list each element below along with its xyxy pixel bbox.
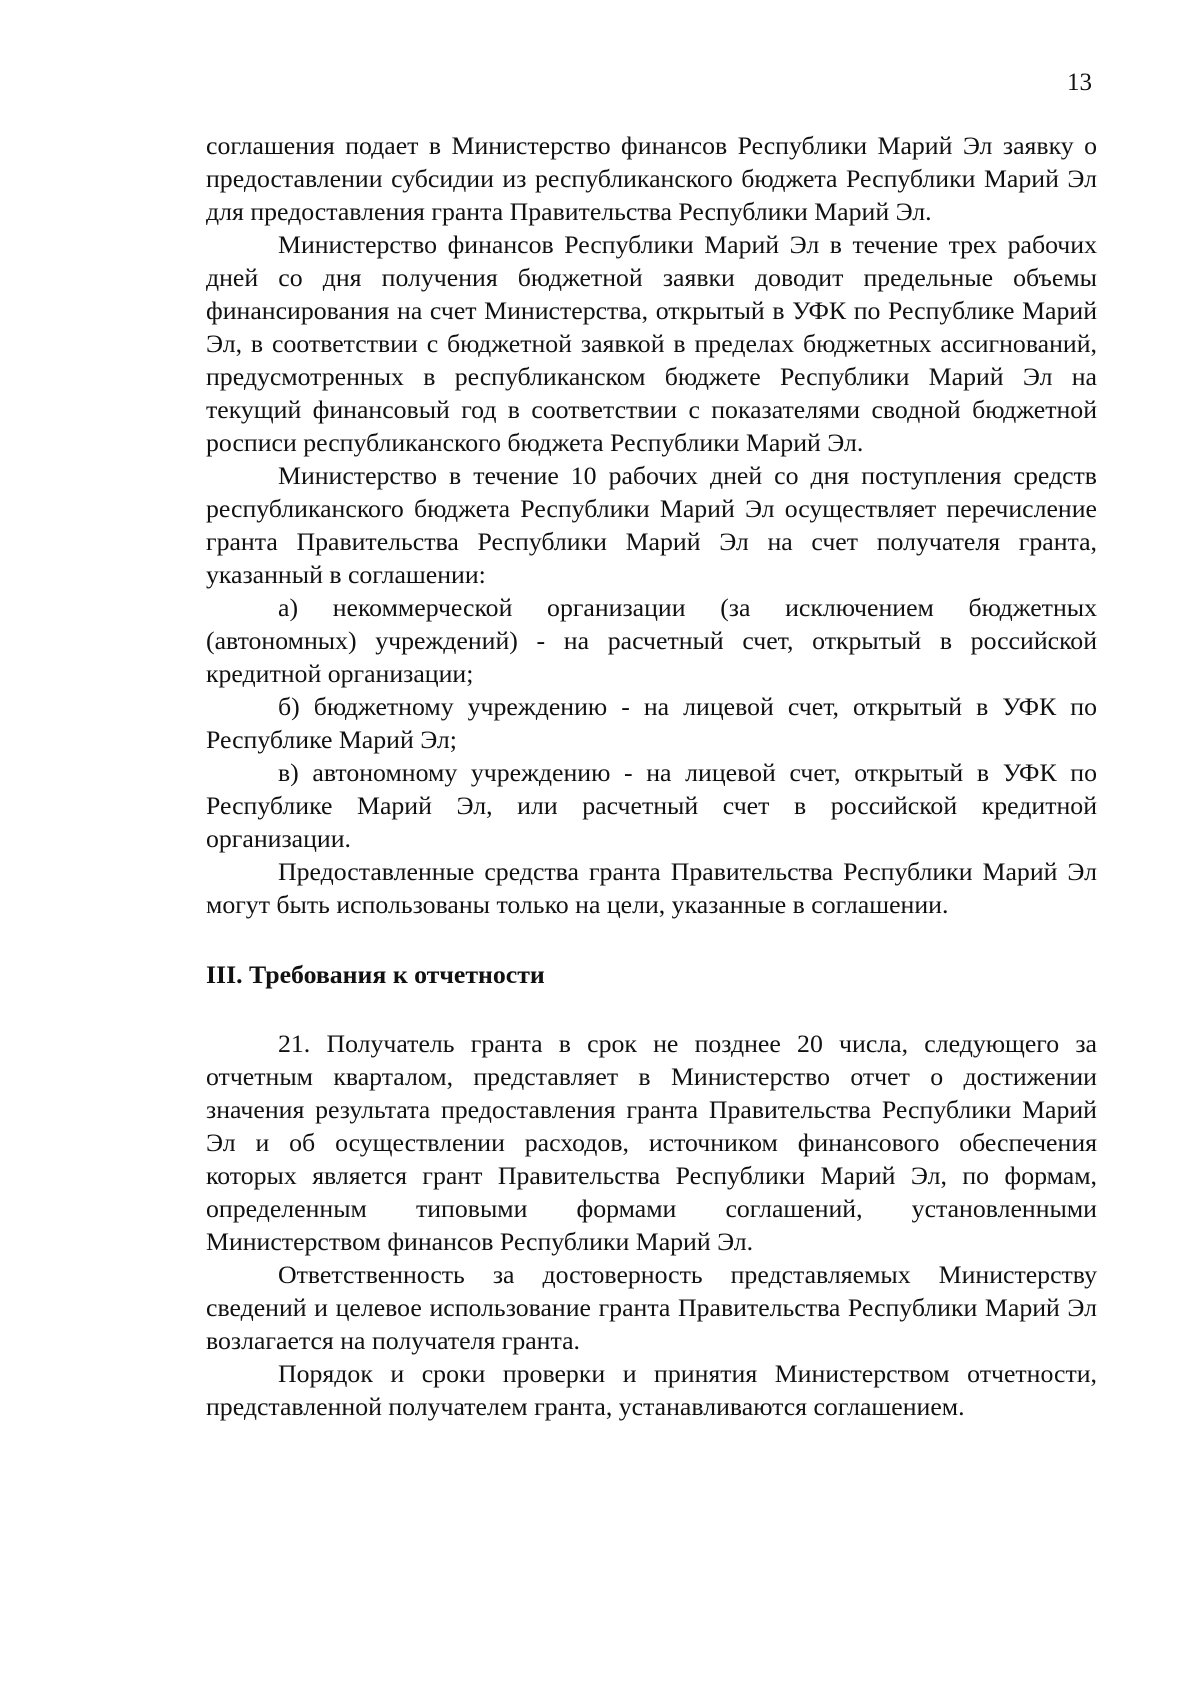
- paragraph-reporting-procedure: Порядок и сроки проверки и принятия Министерством отчетности, представленной получателем гранта, устанавливаются соглашением.: [206, 1359, 1097, 1421]
- paragraph-continuation: соглашения подает в Министерство финансов Республики Марий Эл заявку о предоставлении субсидии из республиканского бюджета Республики Марий Эл для предоставления гранта Правительства Республики Марий Эл.: [206, 131, 1097, 226]
- section-heading: III. Требования к отчетности: [206, 960, 545, 989]
- list-item-autonomous-institution: в) автономному учреждению - на лицевой счет, открытый в УФК по Республике Марий Эл, или расчетный счет в российской кредитной организации.: [206, 758, 1097, 853]
- paragraph-responsibility: Ответственность за достоверность представляемых Министерству сведений и целевое использование гранта Правительства Республики Марий Эл возлагается на получателя гранта.: [206, 1260, 1097, 1355]
- paragraph-budget-limits: Министерство финансов Республики Марий Эл в течение трех рабочих дней со дня получения бюджетной заявки доводит предельные объемы финансирования на счет Министерства, открытый в УФК по Республике Марий Эл, в соответствии с бюджетной заявкой в пределах бюджетных ассигнований, предусмотренных в республиканском бюджете Республики Марий Эл на текущий финансовый год в соответствии с показателями сводной бюджетной росписи республиканского бюджета Республики Марий Эл.: [206, 230, 1097, 457]
- paragraph-grant-transfer: Министерство в течение 10 рабочих дней со дня поступления средств республиканского бюджета Республики Марий Эл осуществляет перечисление гранта Правительства Республики Марий Эл на счет получателя гранта, указанный в соглашении:: [206, 461, 1097, 589]
- section-heading-wrapper: [206, 958, 1097, 991]
- page-number: 13: [1067, 69, 1092, 96]
- list-item-nonprofit: а) некоммерческой организации (за исключением бюджетных (автономных) учреждений) - на расчетный счет, открытый в российской кредитной организации;: [206, 593, 1097, 688]
- document-body: [206, 129, 1097, 1423]
- paragraph-item-21: 21. Получатель гранта в срок не позднее 20 числа, следующего за отчетным кварталом, представляет в Министерство отчет о достижении значения результата предоставления гранта Правительства Республики Марий Эл и об осуществлении расходов, источником финансового обеспечения которых является грант Правительства Республики Марий Эл, по формам, определенным типовыми формами соглашений, установленными Министерством финансов Республики Марий Эл.: [206, 1029, 1097, 1256]
- list-item-budget-institution: б) бюджетному учреждению - на лицевой счет, открытый в УФК по Республике Марий Эл;: [206, 692, 1097, 754]
- paragraph-grant-purpose: Предоставленные средства гранта Правительства Республики Марий Эл могут быть использованы только на цели, указанные в соглашении.: [206, 857, 1097, 919]
